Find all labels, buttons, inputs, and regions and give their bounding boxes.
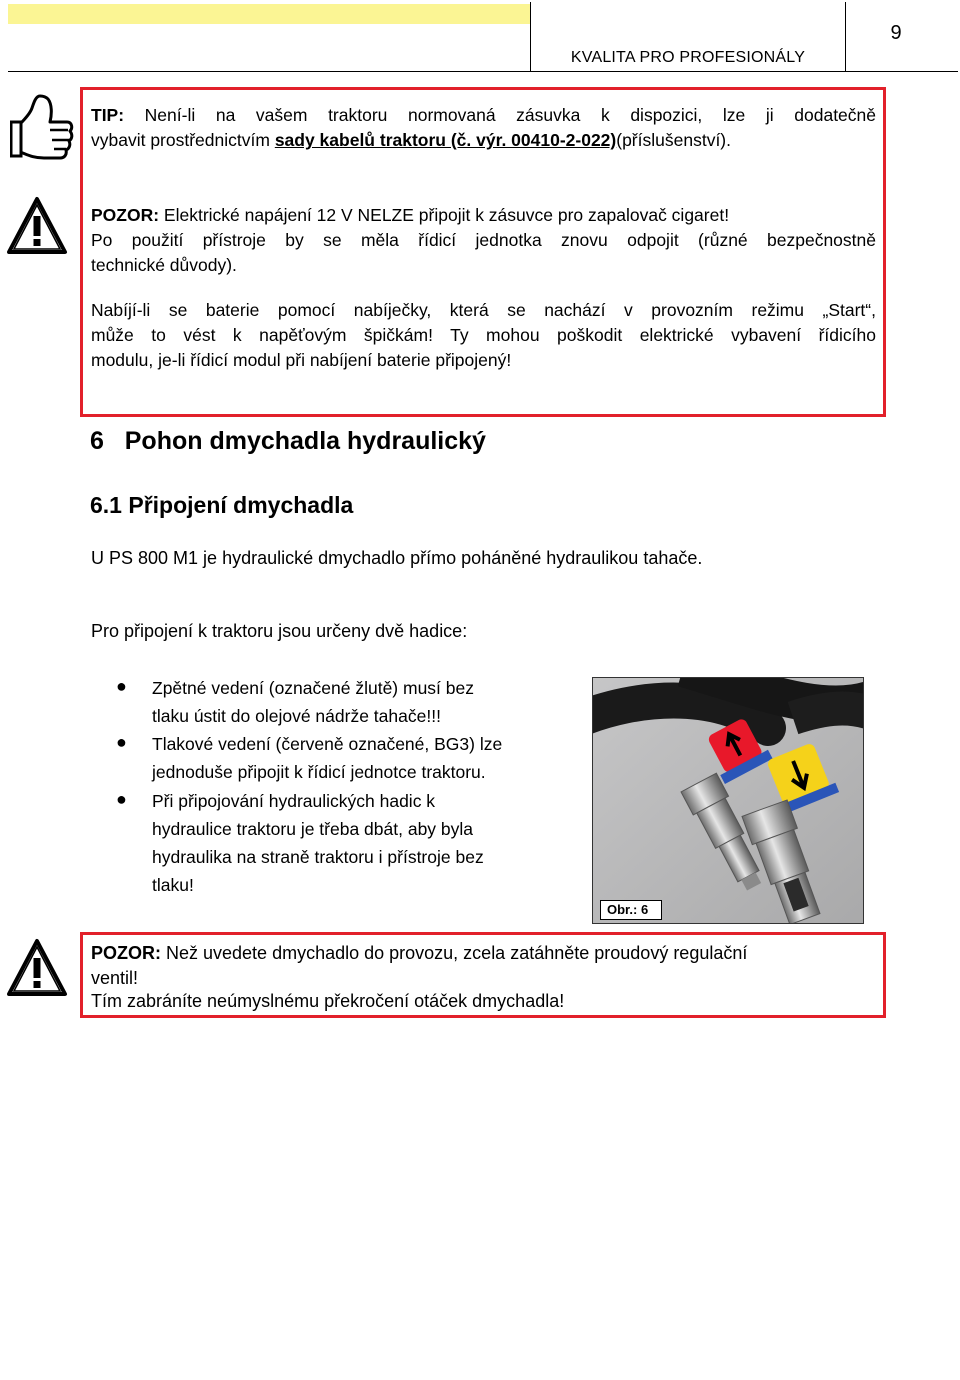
bullet-marker: ● [116, 676, 127, 696]
page-number: 9 [890, 22, 902, 44]
tip-line-2: vybavit prostřednictvím sady kabelů traktoru (č. výr. 00410-2-022)(příslušenství). [91, 130, 731, 150]
body-paragraph-2: Pro připojení k traktoru jsou určeny dvě hadice: [91, 621, 468, 641]
list-item: Při připojování hydraulických hadic k hydraulice traktoru je třeba dbát, aby byla hydraulika na straně traktoru i přístroje bez tlaku! [152, 791, 484, 895]
section-heading: 6 Pohon dmychadla hydraulický [90, 427, 486, 455]
subsection-heading: 6.1 Připojení dmychadla [90, 492, 354, 518]
warning1-line-1: POZOR: Elektrické napájení 12 V NELZE připojit k zásuvce pro zapalovač cigaret! [91, 205, 730, 225]
hydraulic-hoses-photo [592, 677, 864, 924]
figure-caption: Obr.: 6 [600, 900, 662, 920]
list-item: Tlakové vedení (červeně označené, BG3) lze jednoduše připojit k řídicí jednotce traktoru. [152, 734, 503, 782]
warning1-para2-line-3: modulu, je-li řídicí modul při nabíjení baterie připojený! [91, 350, 512, 370]
header-band [8, 4, 530, 24]
warning-icon [6, 196, 68, 256]
warning1-para2-line-2: může to vést k napěťovým špičkám! Ty mohou poškodit elektrické vybavení řídicího [91, 325, 876, 345]
thumbs-up-icon [10, 92, 74, 164]
warning1-label: POZOR: [91, 205, 160, 225]
header-company-label: KVALITA PRO PROFESIONÁLY [570, 49, 806, 66]
warning1-para2-line-1: Nabíjí-li se baterie pomocí nabíječky, která se nachází v provozním režimu „Start“, [91, 300, 876, 320]
warning1-line-2: Po použití přístroje by se měla řídicí jednotka znovu odpojit (různé bezpečnostně [91, 230, 876, 250]
body-paragraph-1: U PS 800 M1 je hydraulické dmychadlo přímo poháněné hydraulikou tahače. [91, 548, 703, 568]
warning1-line-3: technické důvody). [91, 255, 237, 275]
bullet-marker: ● [116, 789, 127, 809]
header-rule [8, 71, 958, 72]
warning2-line-1: POZOR: Než uvedete dmychadlo do provozu, zcela zatáhněte proudový regulační [91, 943, 748, 963]
warning2-label: POZOR: [91, 943, 161, 963]
warning2-line-3: Tím zabráníte neúmyslnému překročení otáček dmychadla! [91, 991, 565, 1011]
warning2-line-2: ventil! [91, 968, 139, 988]
tip-line-1: TIP: Není-li na vašem traktoru normovaná zásuvka k dispozici, lze ji dodatečně [91, 105, 876, 125]
warning-icon [6, 938, 68, 998]
list-item: Zpětné vedení (označené žlutě) musí bez tlaku ústit do olejové nádrže tahače!!! [152, 678, 474, 726]
tip-label: TIP: [91, 105, 125, 125]
bullet-marker: ● [116, 732, 127, 752]
cable-kit-reference: sady kabelů traktoru (č. výr. 00410-2-022) [274, 130, 617, 150]
